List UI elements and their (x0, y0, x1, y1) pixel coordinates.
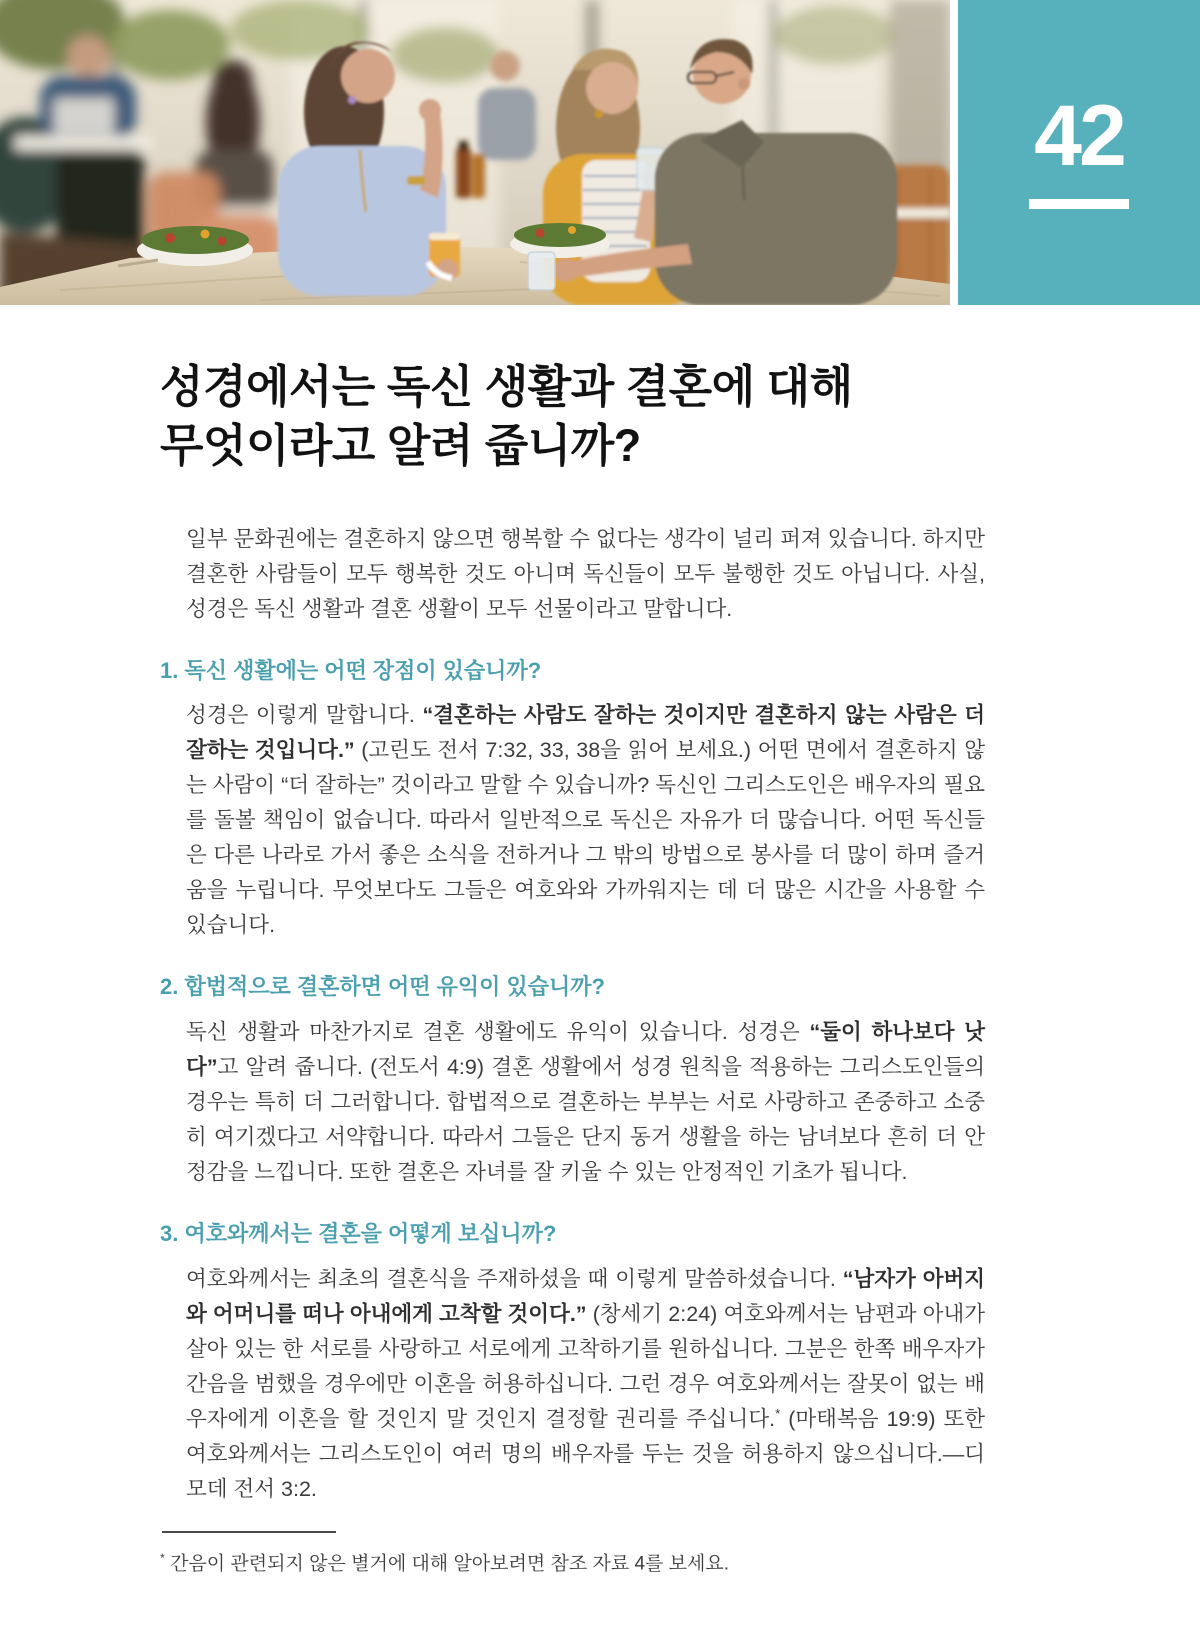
section-1-heading: 1. 독신 생활에는 어떤 장점이 있습니까? (160, 657, 542, 683)
intro-paragraph: 일부 문화권에는 결혼하지 않으면 행복할 수 없다는 생각이 널리 퍼져 있습니다. 하지만 결혼한 사람들이 모두 행복한 것도 아니며 독신들이 모두 불행한 것도 아닙니다. 사실, 성경은 독신 생활과 결혼 생활이 모두 선물이라고 말합니다. (186, 526, 985, 621)
bold-quote: “둘이 하나보다 낫다” (186, 1019, 985, 1079)
section-3 (160, 1220, 985, 1507)
page-title-line-1: 성경에서는 독신 생활과 결혼에 대해 (160, 361, 853, 412)
footnote-text: 간음이 관련되지 않은 별거에 대해 알아보려면 참조 자료 4를 보세요. (170, 1552, 730, 1574)
text-segment: (창세기 2:24) 여호와께서는 남편과 아내가 살아 있는 한 서로를 사랑하고 서로에게 고착하기를 원하십니다. 그분은 한쪽 배우자가 간음을 범했을 경우에만 이혼을 허용하십니다. 그런 경우 여호와께서는 잘못이 없는 배우자에게 이혼을 할 것인지 말 것인지 결정할 권리를 주십니다. (186, 1301, 985, 1431)
text-segment: (고린도 전서 7:32, 33, 38을 읽어 보세요.) 어떤 면에서 결혼하지 않는 사람이 “더 잘하는” 것이라고 말할 수 있습니까? 독신인 그리스도인은 배우자의 필요를 돌볼 책임이 없습니다. 따라서 일반적으로 독신은 자유가 더 많습니다. 어떤 독신들은 다른 나라로 가서 좋은 소식을 전하거나 그 밖의 방법으로 봉사를 더 많이 하며 즐거움을 누립니다. 무엇보다도 그들은 여호와와 가까워지는 데 더 많은 시간을 사용할 수 있습니다. (186, 738, 985, 938)
page-title (160, 357, 985, 476)
text-segment: 고 알려 줍니다. (전도서 4:9) 결혼 생활에서 성경 원칙을 적용하는 그리스도인들의 경우는 특히 더 그러합니다. 합법적으로 결혼하는 부부는 서로 사랑하고 존중하고 소중히 여기겠다고 서약합니다. 따라서 그들은 단지 동거 생활을 하는 남녀보다 흔히 더 안정감을 느낍니다. 또한 결혼은 자녀를 잘 키울 수 있는 안정적인 기초가 됩니다. (186, 1054, 985, 1184)
cafe-photo-illustration (0, 0, 950, 305)
section-3-heading: 3. 여호와께서는 결혼을 어떻게 보십니까? (160, 1220, 557, 1246)
page-header (0, 0, 1200, 305)
text-segment: 여호와께서는 최초의 결혼식을 주재하셨을 때 이렇게 말씀하셨습니다. (186, 1266, 843, 1291)
bold-quote: “남자가 아버지와 어머니를 떠나 아내에게 고착할 것이다.” (186, 1266, 986, 1326)
lesson-number-block (1029, 87, 1129, 209)
header-photo (0, 0, 950, 305)
section-2 (160, 973, 985, 1190)
footnote-divider (162, 1531, 336, 1533)
photo-badge-gap (950, 0, 958, 305)
section-2-heading: 2. 합법적으로 결혼하면 어떤 유익이 있습니까? (160, 974, 605, 1000)
main-content (0, 357, 1200, 1639)
section-1 (160, 657, 985, 944)
footnote (160, 1543, 985, 1579)
footnote-reference-asterisk: * (775, 1405, 781, 1421)
bold-quote: “결혼하는 사람도 잘하는 것이지만 결혼하지 않는 사람은 더 잘하는 것입니다.” (186, 703, 985, 763)
section-2-paragraph (160, 1015, 985, 1190)
text-segment: 성경은 이렇게 말합니다. (186, 703, 423, 728)
text-segment: (마태복음 19:9) 또한 여호와께서는 그리스도인이 여러 명의 배우자를 두는 것을 허용하지 않으십니다.—디모데 전서 3:2. (186, 1406, 985, 1501)
lesson-number: 42 (1034, 87, 1124, 184)
section-1-paragraph (160, 698, 985, 943)
footnote-marker: * (160, 1550, 165, 1565)
lesson-number-badge (958, 0, 1200, 305)
lesson-number-underline (1029, 199, 1129, 209)
page-title-line-2: 무엇이라고 알려 줍니까? (160, 420, 641, 472)
text-segment: 독신 생활과 마찬가지로 결혼 생활에도 유익이 있습니다. 성경은 (186, 1019, 810, 1044)
section-3-paragraph (160, 1262, 985, 1507)
